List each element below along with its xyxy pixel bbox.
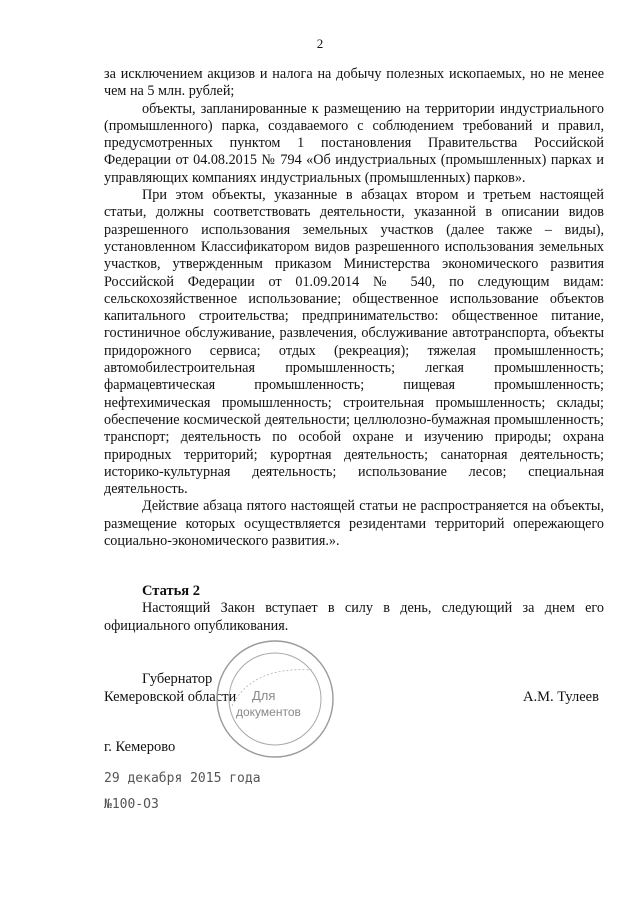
paragraph-2: объекты, запланированные к размещению на территории индустриального (промышленного) парка, создаваемого с соблюдением требований и правил, предусмотренных пунктом 1 постановления Правительства Российской Федерации от 04.08.2015 № 794 «Об индустриальных (промышленных) парках и управляющих компаниях индустриальных (промышленных) парков». [104,100,604,186]
article-title: Статья 2 [142,583,200,599]
body-text [104,66,604,550]
stamp-line-1: Для [252,688,276,703]
page-number: 2 [316,36,324,51]
law-date: 29 декабря 2015 года [104,771,261,786]
paragraph-4: Действие абзаца пятого настоящей статьи не распространяется на объекты, размещение которых осуществляется резидентами территорий опережающего социально-экономического развития.». [104,498,604,550]
city: г. Кемерово [104,739,176,755]
article-text: Настоящий Закон вступает в силу в день, следующий за днем его официального опубликования. [104,600,604,634]
governor-name: А.М. Тулеев [523,689,599,705]
paragraph-1: за исключением акцизов и налога на добычу полезных ископаемых, но не менее чем на 5 млн. рублей; [104,66,604,100]
governor-title: Губернатор [142,671,213,687]
paragraph-3: При этом объекты, указанные в абзацах втором и третьем настоящей статьи, должны соответствовать деятельности, указанной в описании видов разрешенного использования земельных участков (далее также – виды), установленном Классификатором видов разрешенного использования земельных участков, утвержденным приказом Министерства экономического развития Российской Федерации от 01.09.2014 № 540, по следующим видам: сельскохозяйственное использование; общественное использование объектов капитального строительства; предпринимательство: общественное питание, гостиничное обслуживание, развлечения, обслуживание автотранспорта, объекты придорожного сервиса; отдых (рекреация); тяжелая промышленность; автомобилестроительная промышленность; легкая промышленность; фармацевтическая промышленность; пищевая промышленность; нефтехимическая промышленность; строительная промышленность; склады; обеспечение космической деятельности; целлюлозно-бумажная промышленность; транспорт; деятельность по особой охране и изучению природы; охрана природных территорий; курортная деятельность; санаторная деятельность; историко-культурная деятельность; использование лесов; специальная деятельность. [104,187,604,498]
governor-region: Кемеровской области [104,689,237,705]
stamp-seal [212,636,338,762]
stamp-line-2: документов [236,705,301,719]
law-number: №100-ОЗ [104,797,159,812]
